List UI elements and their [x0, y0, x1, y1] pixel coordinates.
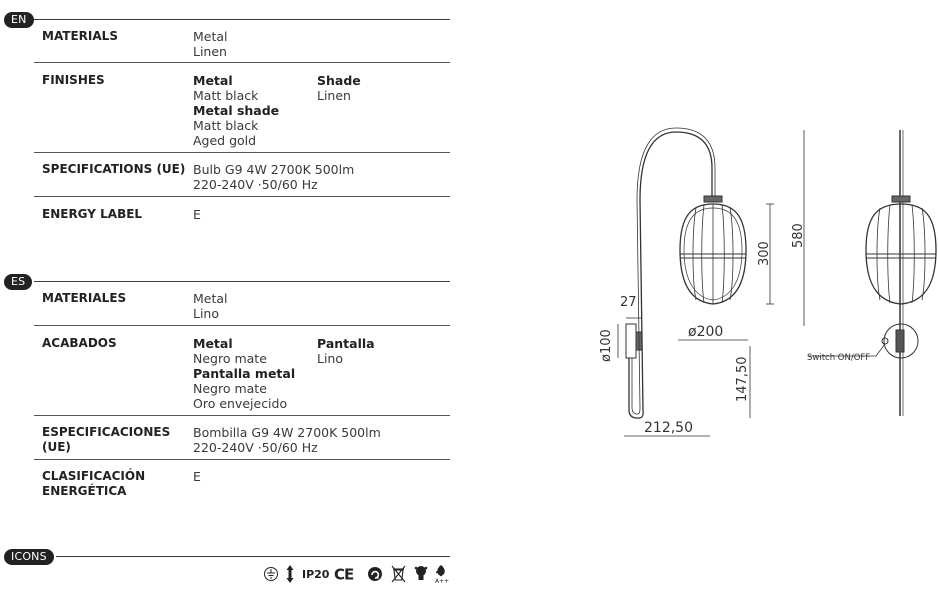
section-divider-en: [34, 19, 450, 20]
section-tag-en: EN: [4, 12, 34, 28]
row-value-materiales: [193, 291, 228, 321]
acabados-shade-column: [317, 336, 375, 366]
dim-diameter-base: ø100: [599, 329, 614, 362]
finishes-metal-column: [193, 73, 279, 148]
front-view: [808, 130, 936, 416]
row-divider: [34, 325, 450, 326]
finish-item: Matt black: [193, 118, 259, 133]
row-label-clasificacion: [42, 469, 145, 499]
row-divider: [34, 196, 450, 197]
value-line: Linen: [193, 44, 227, 59]
finish-item: Lino: [317, 351, 344, 366]
row-value-materials: [193, 29, 228, 59]
ip20-icon: IP20: [302, 568, 330, 581]
earth-ground-icon: [265, 568, 278, 581]
row-label-materiales: MATERIALES: [42, 291, 127, 305]
row-label-specifications: SPECIFICATIONS (UE): [42, 162, 186, 176]
energy-class-label: A++: [435, 578, 450, 583]
finish-title-shade: Shade: [317, 73, 361, 88]
row-value-energy: E: [193, 207, 201, 222]
finish-title-metal-shade: Pantalla metal: [193, 366, 296, 381]
adjustable-height-icon: [287, 565, 294, 583]
row-label-acabados: ACABADOS: [42, 336, 117, 350]
dim-diameter-shade: ø200: [688, 324, 724, 340]
value-line: Bombilla G9 4W 2700K 500lm: [193, 425, 381, 440]
finishes-shade-column: [317, 73, 361, 103]
section-divider-es: [34, 281, 450, 282]
label-line: ESPECIFICACIONES: [42, 425, 171, 439]
finish-item: Negro mate: [193, 381, 267, 396]
dim-total-height: 580: [791, 223, 806, 248]
section-tag-es: ES: [4, 274, 32, 290]
certification-icons: [262, 565, 452, 583]
finish-title-shade: Pantalla: [317, 336, 375, 351]
side-view: [626, 128, 746, 418]
label-line: (UE): [42, 440, 71, 454]
energy-class-icon: [435, 565, 449, 583]
row-divider: [34, 415, 450, 416]
finish-item: Oro envejecido: [193, 396, 288, 411]
lamp-shade-side: [680, 196, 746, 304]
section-divider-icons: [56, 556, 450, 557]
acabados-metal-column: [193, 336, 295, 411]
finish-item: Matt black: [193, 88, 259, 103]
value-line: 220-240V ·50/60 Hz: [193, 177, 318, 192]
row-label-finishes: FINISHES: [42, 73, 105, 87]
row-value-clasificacion: E: [193, 469, 201, 484]
value-line: Bulb G9 4W 2700K 500lm: [193, 162, 355, 177]
switch-label: Switch ON/OFF: [807, 353, 871, 363]
finish-title-metal-shade: Metal shade: [193, 103, 280, 118]
dim-shade-height: 300: [757, 241, 772, 266]
value-line: 220-240V ·50/60 Hz: [193, 440, 318, 455]
recycle-icon: [368, 567, 382, 581]
section-tag-icons: ICONS: [4, 549, 54, 565]
row-label-energy: ENERGY LABEL: [42, 207, 143, 221]
finish-item: Negro mate: [193, 351, 267, 366]
led-bulb-icon: [415, 566, 428, 580]
row-value-specifications: [193, 162, 354, 192]
row-divider: [34, 459, 450, 460]
row-value-especificaciones: [193, 425, 381, 455]
lamp-pole: [629, 132, 712, 418]
dim-depth-base: 27: [620, 295, 637, 310]
finish-title-metal: Metal: [193, 73, 233, 88]
technical-drawing: [580, 120, 938, 450]
row-label-especificaciones: [42, 425, 170, 455]
value-line: Lino: [193, 306, 220, 321]
dim-projection: 212,50: [644, 420, 693, 436]
label-line: CLASIFICACIÓN: [42, 469, 146, 483]
value-line: Metal: [193, 29, 228, 44]
switch-knob: [882, 338, 888, 344]
lamp-pole-inner: [632, 128, 715, 414]
row-label-materials: MATERIALS: [42, 29, 118, 43]
row-divider: [34, 152, 450, 153]
finish-title-metal: Metal: [193, 336, 233, 351]
label-line: ENERGÉTICA: [42, 484, 127, 498]
dimension-lines: [618, 130, 804, 436]
wall-plate: [626, 324, 636, 358]
value-line: Metal: [193, 291, 228, 306]
dim-lower: 147,50: [735, 356, 750, 402]
finish-item: Aged gold: [193, 133, 257, 148]
ce-mark-icon: CE: [334, 565, 354, 583]
finish-item: Linen: [317, 88, 351, 103]
row-divider: [34, 62, 450, 63]
weee-bin-icon: [392, 566, 405, 582]
lamp-shade-front: [866, 204, 936, 304]
